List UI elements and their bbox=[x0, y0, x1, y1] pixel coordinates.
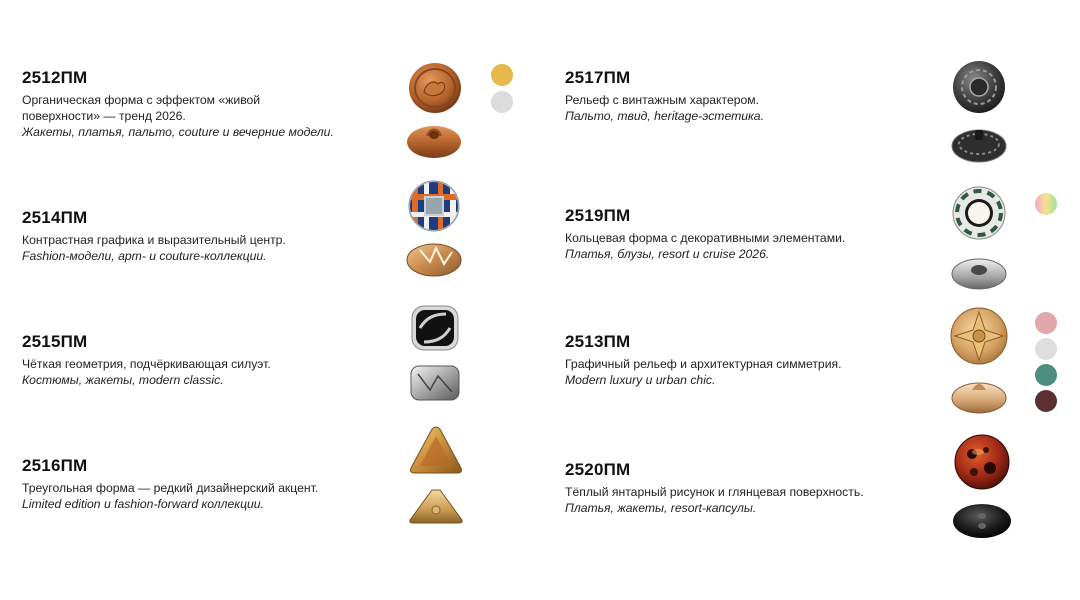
color-swatch-silver[interactable] bbox=[491, 91, 513, 113]
product-usage: Пальто, твид, heritage-эстетика. bbox=[565, 109, 764, 123]
product-code: 2520ПМ bbox=[565, 460, 631, 479]
button-2513-side-image bbox=[950, 376, 1008, 416]
product-description: Кольцевая форма с декоративными элементами. bbox=[565, 231, 846, 245]
button-2514-front-image bbox=[408, 180, 460, 232]
product-2512 bbox=[22, 68, 352, 140]
button-2517-front-image bbox=[952, 60, 1006, 114]
product-description: Органическая форма с эффектом «живой поверхности» — тренд 2026. bbox=[22, 93, 261, 123]
button-2516-front-image bbox=[408, 424, 464, 476]
button-2519-front-image bbox=[952, 186, 1006, 240]
button-2512-front-image bbox=[408, 62, 462, 114]
product-description: Графичный рельеф и архитектурная симметрия. bbox=[565, 357, 842, 371]
product-code: 2519ПМ bbox=[565, 206, 631, 225]
product-2514 bbox=[22, 208, 352, 264]
product-code: 2514ПМ bbox=[22, 208, 88, 227]
color-swatch-pink[interactable] bbox=[1035, 312, 1057, 334]
button-2515-side-image bbox=[408, 362, 462, 404]
color-swatch-gold[interactable] bbox=[491, 64, 513, 86]
button-2512-side-image bbox=[406, 122, 462, 160]
product-2515 bbox=[22, 332, 352, 388]
product-code: 2516ПМ bbox=[22, 456, 88, 475]
color-swatch-iridescent[interactable] bbox=[1035, 193, 1057, 215]
button-2513-front-image bbox=[948, 306, 1010, 366]
product-2520 bbox=[565, 460, 895, 516]
color-swatch-brown[interactable] bbox=[1035, 390, 1057, 412]
product-description: Тёплый янтарный рисунок и глянцевая поверхность. bbox=[565, 485, 864, 499]
product-usage: Limited edition и fashion-forward коллекции. bbox=[22, 497, 264, 511]
product-usage: Fashion-модели, арт- и couture-коллекции. bbox=[22, 249, 267, 263]
product-code: 2513ПМ bbox=[565, 332, 631, 351]
product-usage: Костюмы, жакеты, modern classic. bbox=[22, 373, 224, 387]
product-2517 bbox=[565, 68, 895, 124]
button-2520-front-image bbox=[954, 434, 1010, 490]
product-description: Рельеф с винтажным характером. bbox=[565, 93, 760, 107]
product-code: 2515ПМ bbox=[22, 332, 88, 351]
product-description: Треугольная форма — редкий дизайнерский акцент. bbox=[22, 481, 319, 495]
product-usage: Платья, блузы, resort и cruise 2026. bbox=[565, 247, 770, 261]
product-code: 2517ПМ bbox=[565, 68, 631, 87]
button-2516-side-image bbox=[408, 486, 464, 526]
product-usage: Платья, жакеты, resort-капсулы. bbox=[565, 501, 757, 515]
color-swatch-silver[interactable] bbox=[1035, 338, 1057, 360]
product-2516 bbox=[22, 456, 352, 512]
button-2514-side-image bbox=[406, 240, 462, 278]
color-swatch-green[interactable] bbox=[1035, 364, 1057, 386]
product-description: Контрастная графика и выразительный центр. bbox=[22, 233, 286, 247]
product-code: 2512ПМ bbox=[22, 68, 88, 87]
product-2519 bbox=[565, 206, 895, 262]
button-2520-side-image bbox=[952, 502, 1012, 540]
button-2517-side-image bbox=[950, 124, 1008, 164]
product-2513 bbox=[565, 332, 895, 388]
product-usage: Modern luxury и urban chic. bbox=[565, 373, 716, 387]
button-2519-side-image bbox=[950, 252, 1008, 292]
product-usage: Жакеты, платья, пальто, couture и вечерние модели. bbox=[22, 125, 334, 139]
product-description: Чёткая геометрия, подчёркивающая силуэт. bbox=[22, 357, 271, 371]
button-2515-front-image bbox=[410, 304, 460, 352]
